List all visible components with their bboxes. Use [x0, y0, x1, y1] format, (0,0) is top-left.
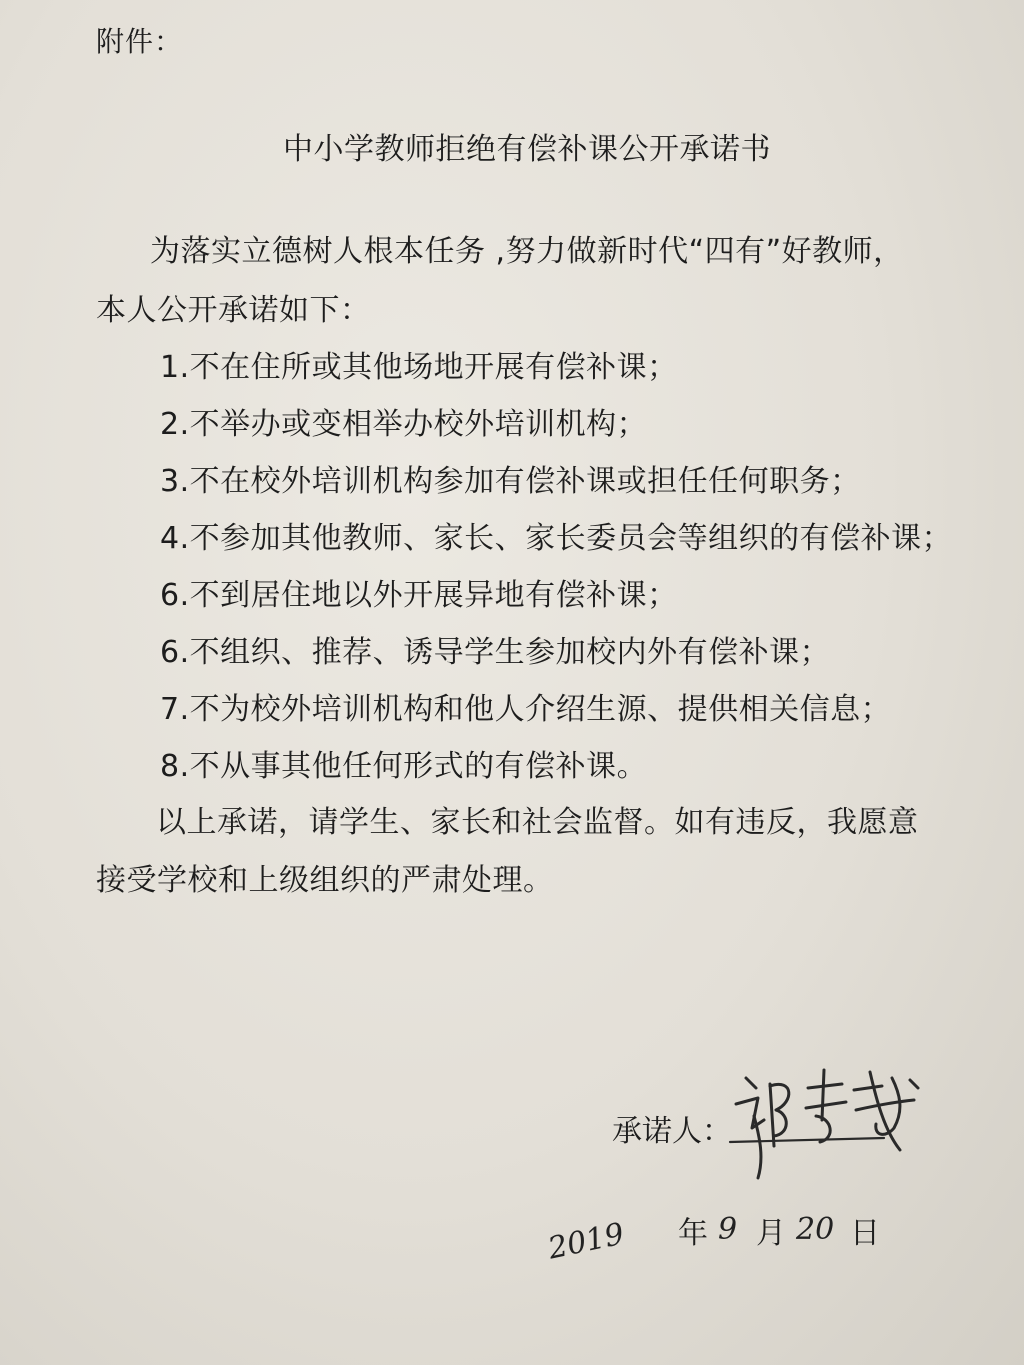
commitment-item-7: 7.不为校外培训机构和他人介绍生源、提供相关信息； [160, 692, 892, 727]
commitment-item-4: 4.不参加其他教师、家长、家长委员会等组织的有偿补课； [160, 521, 953, 556]
commitment-item-6: 6.不组织、推荐、诱导学生参加校内外有偿补课； [160, 635, 831, 670]
date-day-label: 日 [850, 1216, 880, 1251]
commitment-item-5: 6.不到居住地以外开展异地有偿补课； [160, 578, 678, 613]
date-month-label: 月 [756, 1216, 786, 1251]
closing-line-2: 接受学校和上级组织的严肃处理。 [96, 863, 554, 898]
handwritten-signature [724, 1058, 954, 1188]
signatory-label: 承诺人： [612, 1114, 732, 1149]
closing-line-1: 以上承诺，请学生、家长和社会监督。如有违反，我愿意 [156, 805, 919, 840]
date-year-label: 年 [678, 1216, 708, 1251]
document-title: 中小学教师拒绝有偿补课公开承诺书 [283, 132, 771, 167]
date-year: 2019 [545, 1216, 628, 1267]
date-month: 9 [718, 1212, 738, 1247]
intro-line-2: 本人公开承诺如下： [96, 293, 371, 328]
commitment-item-3: 3.不在校外培训机构参加有偿补课或担任任何职务； [160, 464, 861, 499]
commitment-item-8: 8.不从事其他任何形式的有偿补课。 [160, 749, 648, 784]
intro-line-1: 为落实立德树人根本任务 ,努力做新时代“四有”好教师， [150, 234, 904, 269]
commitment-item-2: 2.不举办或变相举办校外培训机构； [160, 407, 648, 442]
attachment-label: 附件： [96, 25, 184, 58]
date-day: 20 [796, 1212, 835, 1247]
commitment-item-1: 1.不在住所或其他场地开展有偿补课； [160, 350, 678, 385]
